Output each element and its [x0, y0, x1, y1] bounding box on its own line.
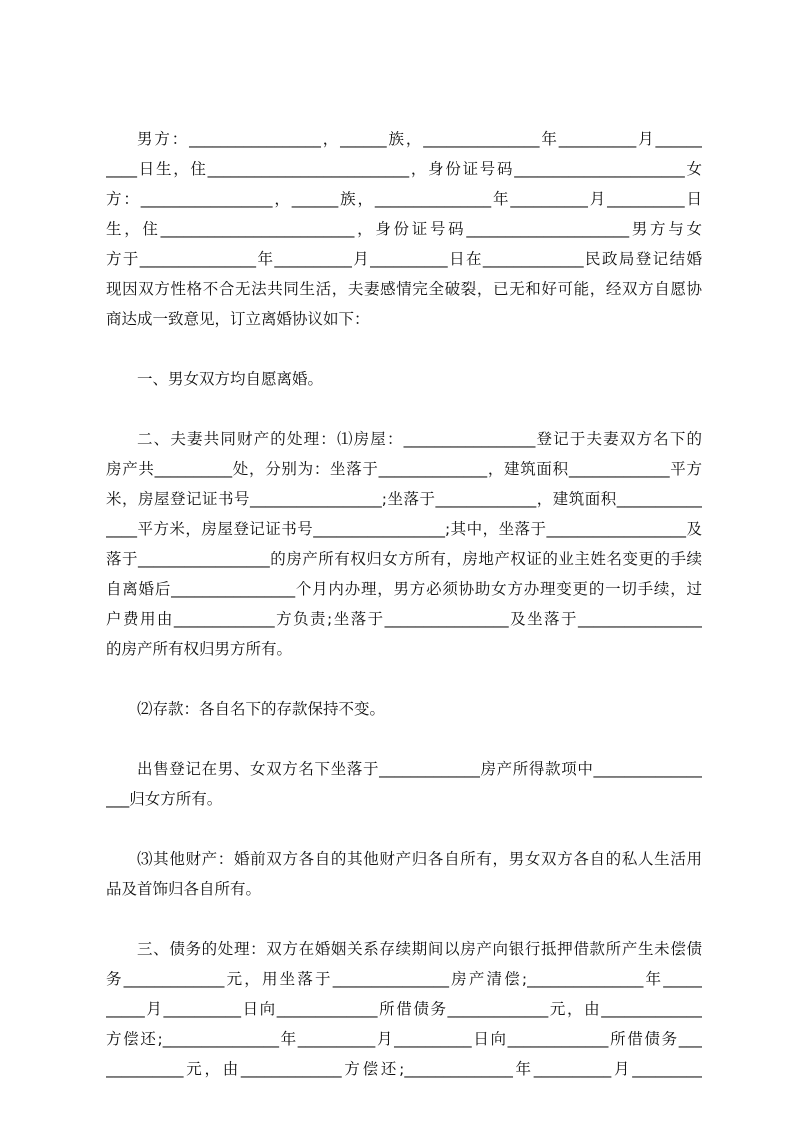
document-line: 出售登记在男、女双方名下坐落于_____________房产所得款项中______________: [137, 760, 702, 778]
document-line: 的房产所有权归男方所有。: [106, 640, 293, 658]
document-body: [106, 124, 702, 1084]
paragraph-gap: [106, 724, 702, 754]
document-line: 二、夫妻共同财产的处理：⑴房屋：_________________登记于夫妻双方名下的: [137, 430, 702, 448]
paragraph-gap: [106, 814, 702, 844]
document-line: ____平方米，房屋登记证书号_________________;其中，坐落于__________________及: [106, 520, 702, 538]
document-line: __________元，由_____________方偿还;______________年__________月_________: [106, 1060, 702, 1078]
document-line: 男方：_________________，______族，_______________年__________月______: [137, 130, 702, 148]
document-line: 方偿还;_______________年__________月__________日向_____________所借债务___: [106, 1030, 702, 1048]
paragraph-gap: [106, 334, 702, 364]
document-line: ⑶其他财产：婚前双方各自的其他财产归各自所有，男女双方各自的私人生活用: [137, 850, 702, 868]
document-line: ____日生，住__________________________，身份证号码______________________女: [106, 160, 702, 178]
document-line: 房产共__________处，分别为：坐落于______________，建筑面积_____________平方: [106, 460, 702, 478]
document-line: 务_____________元，用坐落于_______________房产清偿;_______________年_____: [106, 970, 702, 988]
document-line: 方于_______________年__________月__________日在_____________民政局登记结婚: [106, 250, 702, 268]
document-line: 一、男女双方均自愿离婚。: [137, 370, 324, 388]
document-line: 方：_________________，______族，_______________年__________月__________日: [106, 190, 702, 208]
document-line: 三、债务的处理：双方在婚姻关系存续期间以房产向银行抵押借款所产生未偿债: [137, 940, 702, 958]
paragraph-gap: [106, 394, 702, 424]
document-line: ___归女方所有。: [106, 790, 223, 808]
document-line: 自离婚后________________个月内办理，男方必须协助女方办理变更的一切手续，过: [106, 580, 702, 598]
document-line: 品及首饰归各自所有。: [106, 880, 262, 898]
document-line: 落于_________________的房产所有权归女方所有，房地产权证的业主姓名变更的手续: [106, 550, 702, 568]
document-line: 商达成一致意见，订立离婚协议如下：: [106, 310, 370, 328]
document-line: 米，房屋登记证书号_________________;坐落于_____________，建筑面积___________: [106, 490, 702, 508]
paragraph-gap: [106, 904, 702, 934]
document-line: _____月__________日向_____________所借债务_____________元，由_____________: [106, 1000, 702, 1018]
paragraph-gap: [106, 664, 702, 694]
document-line: 生，住_________________________，身份证号码_____________________男方与女: [106, 220, 702, 238]
document-line: 现因双方性格不合无法共同生活，夫妻感情完全破裂，已无和好可能，经双方自愿协: [106, 280, 702, 298]
document-line: 户费用由_____________方负责;坐落于________________及坐落于________________: [106, 610, 702, 628]
document-line: ⑵存款：各自名下的存款保持不变。: [137, 700, 386, 718]
